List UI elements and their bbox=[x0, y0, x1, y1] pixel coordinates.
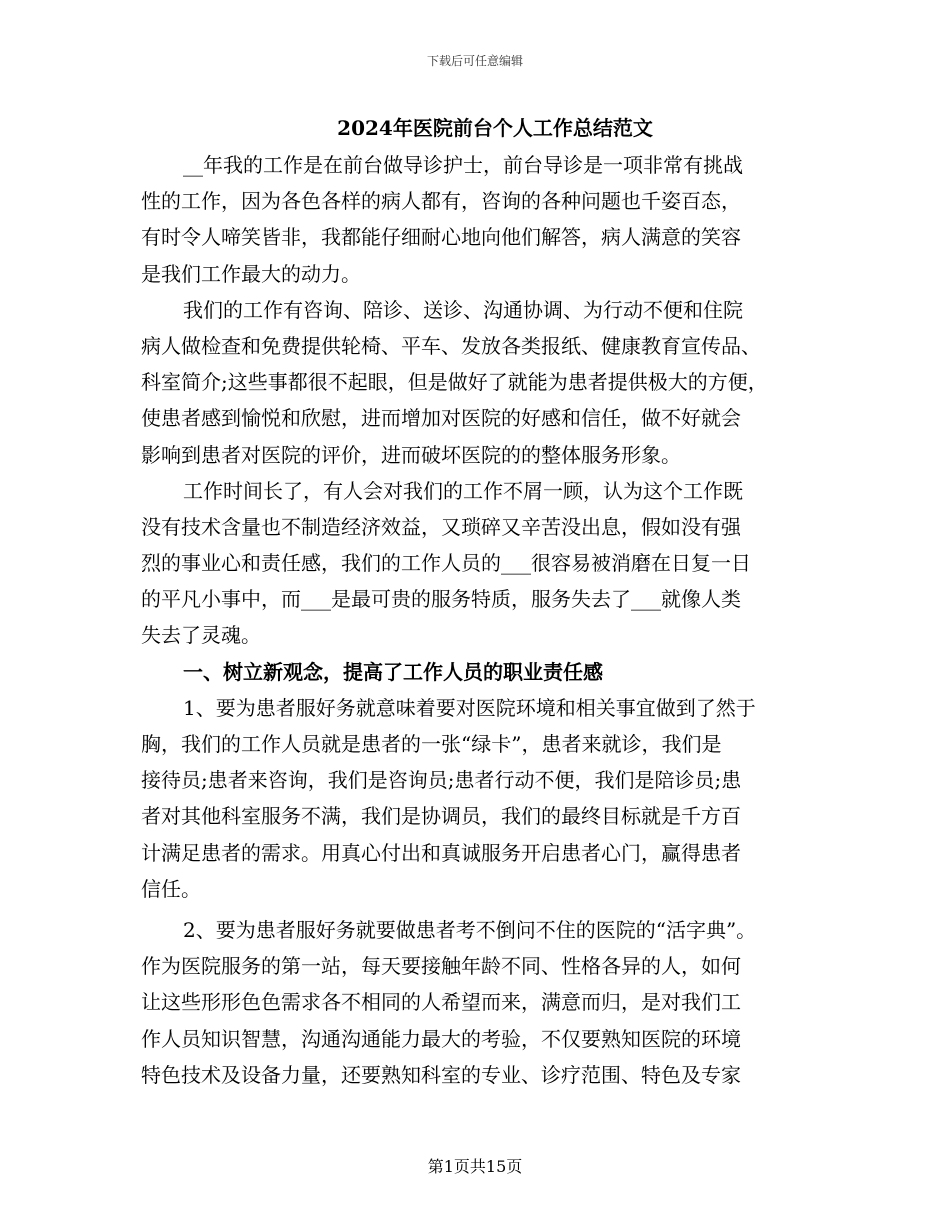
text-line: __年我的工作是在前台做导诊护士，前台导诊是一项非常有挑战 bbox=[183, 153, 743, 177]
text-line: 是我们工作最大的动力。 bbox=[141, 261, 361, 286]
paragraph bbox=[141, 690, 825, 907]
text-line: 科室简介;这些事都很不起眼，但是做好了就能为患者提供极大的方便， bbox=[141, 370, 768, 395]
text-line: 的平凡小事中，而___是最可贵的服务特质，服务失去了___就像人类 bbox=[141, 587, 741, 612]
text-line: 我们的工作有咨询、陪诊、送诊、沟通协调、为行动不便和住院 bbox=[183, 297, 743, 322]
text-line: 计满足患者的需求。用真心付出和真诚服务开启患者心门，赢得患者 bbox=[141, 840, 741, 865]
document-title: 2024年医院前台个人工作总结范文 bbox=[337, 116, 653, 140]
text-line: 信任。 bbox=[141, 876, 201, 901]
text-line: 工作时间长了，有人会对我们的工作不屑一顾，认为这个工作既 bbox=[183, 478, 743, 503]
section-heading bbox=[141, 654, 825, 690]
text-line: 失去了灵魂。 bbox=[141, 623, 261, 648]
paragraph bbox=[141, 292, 825, 473]
text-line: 让这些形形色色需求各不相同的人希望而来，满意而归，是对我们工 bbox=[141, 990, 741, 1015]
text-line: 有时令人啼笑皆非，我都能仔细耐心地向他们解答，病人满意的笑容 bbox=[141, 225, 741, 250]
paragraph bbox=[141, 147, 825, 292]
text-line: 没有技术含量也不制造经济效益，又琐碎又辛苦没出息，假如没有强 bbox=[141, 514, 741, 539]
header-note: 下载后可任意编辑 bbox=[426, 54, 523, 68]
text-line: 接待员;患者来咨询，我们是咨询员;患者行动不便，我们是陪诊员;患 bbox=[141, 768, 742, 793]
text-line: 作为医院服务的第一站，每天要接触年龄不同、性格各异的人，如何 bbox=[141, 954, 741, 979]
page-number: 第1页共15页 bbox=[427, 1157, 523, 1176]
paragraph bbox=[141, 912, 825, 1093]
text-line: 病人做检查和免费提供轮椅、平车、发放各类报纸、健康教育宣传品、 bbox=[141, 333, 761, 358]
text-line: 使患者感到愉悦和欣慰，进而增加对医院的好感和信任，做不好就会 bbox=[141, 406, 741, 431]
text-line: 者对其他科室服务不满，我们是协调员，我们的最终目标就是千方百 bbox=[141, 804, 741, 829]
text-line: 烈的事业心和责任感，我们的工作人员的___很容易被消磨在日复一日 bbox=[141, 551, 751, 576]
text-line: 1、要为患者服好务就意味着要对医院环境和相关事宜做到了然于 bbox=[183, 695, 756, 720]
text-line: 性的工作，因为各色各样的病人都有，咨询的各种问题也千姿百态， bbox=[141, 189, 741, 214]
text-line: 2、要为患者服好务就要做患者考不倒问不住的医院的“活字典”。 bbox=[183, 917, 757, 942]
paragraph bbox=[141, 473, 825, 654]
text-line: 胸，我们的工作人员就是患者的一张“绿卡”，患者来就诊，我们是 bbox=[141, 732, 722, 756]
document-body bbox=[141, 147, 825, 1093]
text-line: 影响到患者对医院的评价，进而破坏医院的的整体服务形象。 bbox=[141, 442, 681, 467]
text-line: 作人员知识智慧，沟通沟通能力最大的考验，不仅要熟知医院的环境 bbox=[141, 1026, 741, 1051]
text-line: 特色技术及设备力量，还要熟知科室的专业、诊疗范围、特色及专家 bbox=[141, 1062, 741, 1087]
heading-line: 一、树立新观念，提高了工作人员的职业责任感 bbox=[183, 659, 603, 684]
